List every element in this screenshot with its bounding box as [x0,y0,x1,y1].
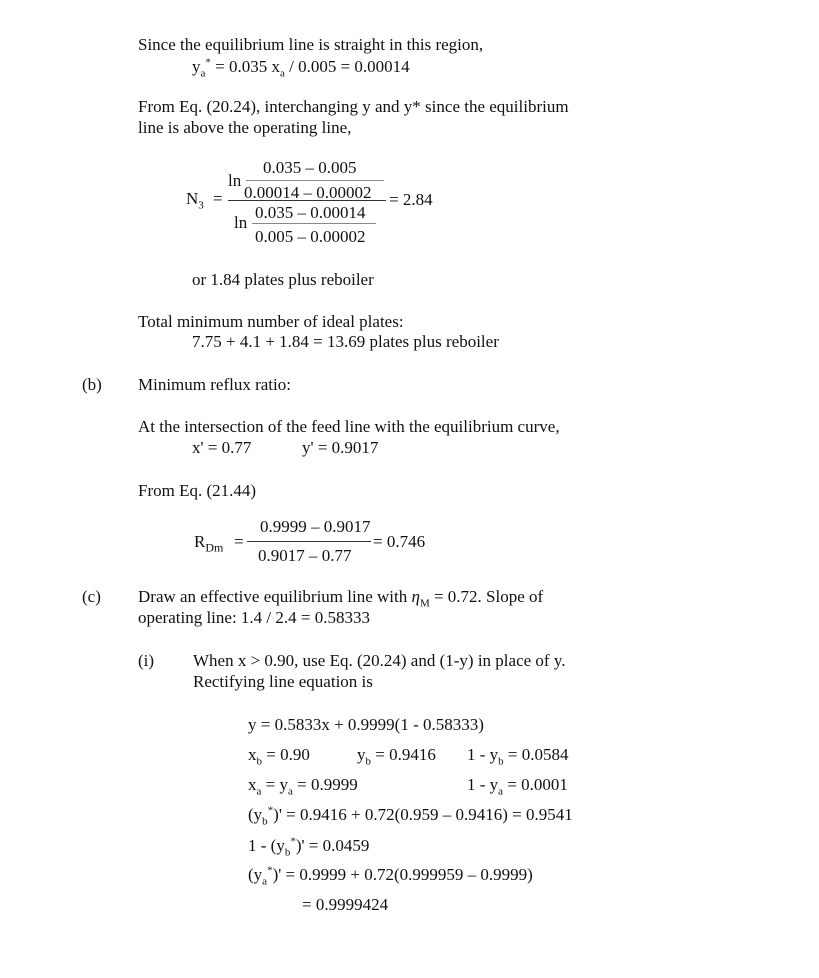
n3-symbol: $N_3$ [186,189,204,212]
n3-top-numerator: 0.035 – 0.005 [263,158,357,177]
ya-rest-text: / 0.005 = 0.00014 [284,57,410,76]
ya-subscript: a [200,67,206,80]
n3-equals: = [213,189,223,208]
rdm-equals: = [234,532,244,551]
one-minus-ya-value: $1 - y_a = 0.0001$ [467,775,568,798]
xb-value: $x_b = 0.90$ [248,745,310,768]
ya-star-equation [192,56,410,80]
n3-bottom-denominator: 0.005 – 0.00002 [255,227,366,246]
part-c-line-1: Draw an effective equilibrium line with $\eta_M = 0.72$. Slope of [138,587,544,610]
part-b-from-eq: From Eq. (21.44) [138,481,257,500]
part-c-i-line-1: When x > 0.90, use Eq. (20.24) and (1-y) in place of y. [193,651,566,670]
xa-subscript: a [279,67,285,80]
part-c-line-2: operating line: 1.4 / 2.4 = 0.58333 [138,608,370,627]
n3-ln-bottom: ln [234,213,248,232]
total-line-1: Total minimum number of ideal plates: [138,312,404,331]
n3-top-fraction-bar [246,180,384,181]
x-prime-value: x' = 0.77 [192,438,252,457]
total-line-2: 7.75 + 4.1 + 1.84 = 13.69 plates plus reboiler [192,332,499,351]
n3-result: = 2.84 [389,190,433,209]
rdm-numerator: 0.9999 – 0.9017 [260,517,371,536]
xa-ya-value: $x_a = y_a = 0.9999$ [248,775,358,798]
ya-star-prime-result: = 0.9999424 [302,895,389,914]
n3-top-denominator: 0.00014 – 0.00002 [244,183,372,202]
ya-symbol: y [192,57,201,76]
part-c-label: (c) [82,587,101,606]
n3-ln-top: ln [228,171,242,190]
intro-line-1: Since the equilibrium line is straight in this region, [138,35,484,54]
ya-eq-text: = 0.035 x [210,57,280,76]
rdm-result: = 0.746 [373,532,426,551]
from-eq-2024-line-1: From Eq. (20.24), interchanging y and y* since the equilibrium [138,97,569,116]
part-c-i-line-2: Rectifying line equation is [193,672,373,691]
n3-bottom-fraction-bar [252,223,376,224]
rdm-denominator: 0.9017 – 0.77 [258,546,352,565]
ya-superscript: * [205,56,211,69]
part-b-intersection: At the intersection of the feed line with the equilibrium curve, [138,417,560,436]
y-prime-value: y' = 0.9017 [302,438,379,457]
one-minus-yb-value: $1 - y_b = 0.0584$ [467,745,569,768]
yb-star-prime-eq: $(y_b^*)' = 0.9416 + 0.72(0.959 - 0.9416) = 0.9541$ [248,804,573,828]
rectifying-line-eq: y = 0.5833x + 0.9999(1 - 0.58333) [248,715,484,734]
rdm-fraction-bar [247,541,371,542]
eta-symbol: η [411,587,420,606]
from-eq-2024-line-2: line is above the operating line, [138,118,352,137]
part-c-i-label: (i) [138,651,155,670]
one-minus-yb-star-prime: $1 - (y_b^*)' = 0.0459$ [248,835,370,859]
plates-note: or 1.84 plates plus reboiler [192,270,374,289]
yb-value: $y_b = 0.9416$ [357,745,436,768]
n3-bottom-numerator: 0.035 – 0.00014 [255,203,366,222]
ya-star-prime-eq: $(y_a^*)' = 0.9999 + 0.72(0.999959 - 0.9999)$ [248,864,533,888]
part-b-title: Minimum reflux ratio: [138,375,291,394]
rdm-symbol: $R_{Dm}$ [194,532,224,555]
part-b-label: (b) [82,375,102,394]
